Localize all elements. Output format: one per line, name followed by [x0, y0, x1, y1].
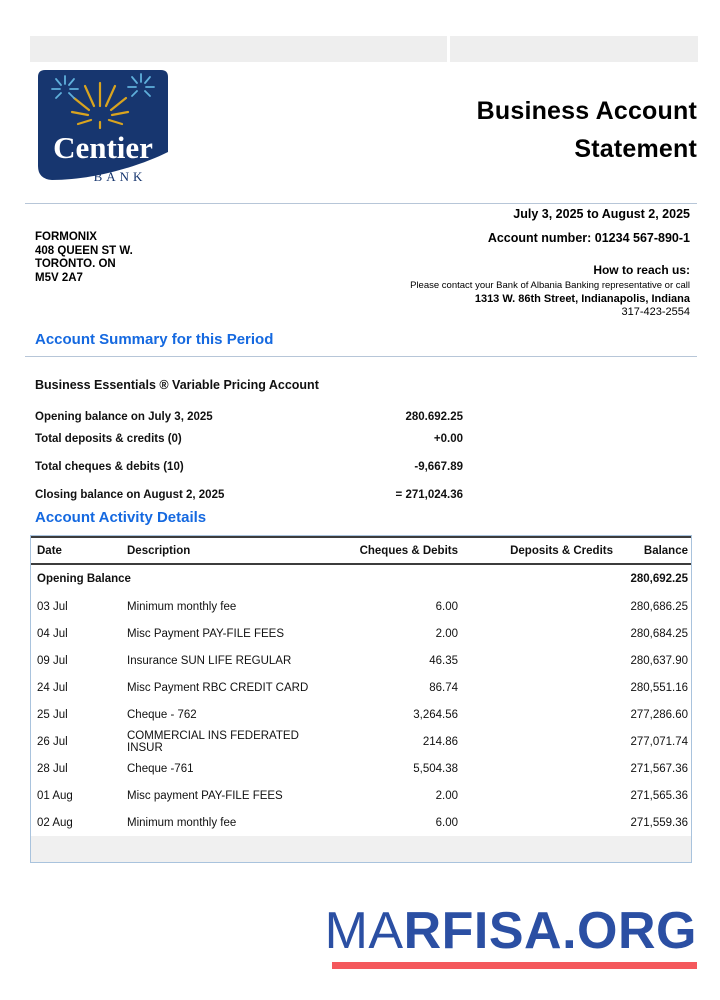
table-row — [31, 674, 691, 701]
marfisa-logo-part1: MA — [324, 902, 404, 960]
reach-us-line: Please contact your Bank of Albania Banking representative or call — [410, 280, 690, 291]
opening-balance-value: 280,692.25 — [630, 573, 688, 585]
cell-date: 03 Jul — [37, 600, 68, 613]
marfisa-logo-underline — [332, 962, 697, 969]
cell-date: 26 Jul — [37, 735, 68, 748]
cell-date: 04 Jul — [37, 627, 68, 640]
cell-description: COMMERCIAL INS FEDERATED INSUR — [127, 729, 299, 754]
cell-description: Misc payment PAY-FILE FEES — [127, 789, 283, 802]
cell-date: 01 Aug — [37, 789, 73, 802]
reach-us-title: How to reach us: — [593, 263, 690, 277]
marfisa-logo — [325, 903, 697, 969]
logo-bank-sub: BANK — [93, 169, 147, 184]
account-contact-info — [410, 231, 690, 318]
account-activity-section — [30, 509, 692, 863]
table-row — [31, 593, 691, 620]
customer-address — [35, 231, 133, 285]
summary-row — [35, 411, 463, 423]
top-gray-bar — [30, 36, 698, 62]
cell-debit: 86.74 — [429, 681, 458, 694]
col-date: Date — [37, 544, 62, 557]
table-row — [31, 620, 691, 647]
summary-value: 280.692.25 — [405, 411, 463, 423]
statement-period: July 3, 2025 to August 2, 2025 — [513, 207, 690, 221]
cell-balance: 271,567.36 — [630, 762, 688, 775]
cell-date: 02 Aug — [37, 816, 73, 829]
cell-date: 25 Jul — [37, 708, 68, 721]
summary-value: = 271,024.36 — [395, 489, 463, 501]
activity-heading: Account Activity Details — [35, 509, 207, 526]
cell-description: Cheque - 762 — [127, 708, 197, 721]
table-footer-spacer — [31, 836, 691, 862]
table-row — [31, 701, 691, 728]
cell-debit: 2.00 — [435, 789, 458, 802]
cell-description: Minimum monthly fee — [127, 816, 237, 829]
summary-divider — [25, 356, 697, 357]
marfisa-logo-text — [325, 903, 697, 959]
summary-row — [35, 489, 463, 501]
table-header-row — [31, 536, 691, 565]
cell-debit: 3,264.56 — [413, 708, 458, 721]
summary-heading: Account Summary for this Period — [35, 331, 274, 348]
summary-label: Total deposits & credits (0) — [35, 433, 182, 445]
cell-description: Insurance SUN LIFE REGULAR — [127, 654, 292, 667]
summary-label: Closing balance on August 2, 2025 — [35, 489, 225, 501]
activity-table — [30, 535, 692, 863]
customer-city: TORONTO. ON — [35, 258, 116, 270]
marfisa-logo-part2: RFISA — [403, 902, 563, 960]
table-row — [31, 782, 691, 809]
cell-description: Misc Payment RBC CREDIT CARD — [127, 681, 309, 694]
table-row — [31, 755, 691, 782]
col-description: Description — [127, 544, 191, 557]
centier-bank-logo — [38, 70, 168, 188]
summary-label: Opening balance on July 3, 2025 — [35, 411, 213, 423]
cell-balance: 277,286.60 — [630, 708, 688, 721]
opening-balance-label: Opening Balance — [37, 573, 131, 585]
summary-rows — [25, 411, 463, 501]
cell-date: 28 Jul — [37, 762, 68, 775]
account-summary-section — [25, 331, 697, 501]
marfisa-logo-part3: .ORG — [562, 902, 697, 960]
cell-balance: 271,559.36 — [630, 816, 688, 829]
col-credits: Deposits & Credits — [510, 544, 613, 557]
cell-balance: 277,071.74 — [630, 735, 688, 748]
table-row — [31, 728, 691, 755]
document-title — [477, 92, 697, 188]
cell-date: 09 Jul — [37, 654, 68, 667]
summary-row — [35, 461, 463, 473]
account-number: Account number: 01234 567-890-1 — [487, 231, 690, 245]
logo-bank-name: Centier — [53, 130, 153, 165]
document-title-line1: Business Account — [476, 97, 697, 125]
cell-debit: 5,504.38 — [413, 762, 458, 775]
cell-description: Cheque -761 — [127, 762, 194, 775]
reach-us-address: 1313 W. 86th Street, Indianapolis, Indiana — [474, 293, 690, 305]
header — [38, 70, 697, 188]
cell-balance: 280,637.90 — [630, 654, 688, 667]
cell-debit: 214.86 — [422, 735, 458, 748]
cell-balance: 280,551.16 — [630, 681, 688, 694]
cell-balance: 271,565.36 — [630, 789, 688, 802]
col-debits: Cheques & Debits — [359, 544, 458, 557]
table-row — [31, 647, 691, 674]
cell-debit: 6.00 — [435, 816, 458, 829]
customer-street: 408 QUEEN ST W. — [35, 244, 133, 257]
customer-postal: M5V 2A7 — [35, 271, 83, 284]
cell-description: Minimum monthly fee — [127, 600, 237, 613]
summary-value: +0.00 — [433, 433, 463, 445]
cell-balance: 280,684.25 — [630, 627, 688, 640]
summary-row — [35, 433, 463, 445]
summary-value: -9,667.89 — [414, 461, 463, 473]
table-row — [31, 809, 691, 836]
cell-debit: 46.35 — [429, 654, 458, 667]
reach-us-phone: 317-423-2554 — [621, 306, 690, 318]
cell-balance: 280,686.25 — [630, 600, 688, 613]
cell-date: 24 Jul — [37, 681, 68, 694]
customer-name: FORMONIX — [35, 231, 97, 243]
summary-label: Total cheques & debits (10) — [35, 461, 184, 473]
opening-balance-row — [31, 565, 691, 593]
cell-description: Misc Payment PAY-FILE FEES — [127, 627, 285, 640]
cell-debit: 2.00 — [435, 627, 458, 640]
header-divider — [25, 203, 697, 204]
col-balance: Balance — [643, 544, 688, 557]
account-type: Business Essentials ® Variable Pricing Account — [35, 378, 319, 392]
cell-debit: 6.00 — [435, 600, 458, 613]
document-title-line2: Statement — [574, 135, 697, 163]
